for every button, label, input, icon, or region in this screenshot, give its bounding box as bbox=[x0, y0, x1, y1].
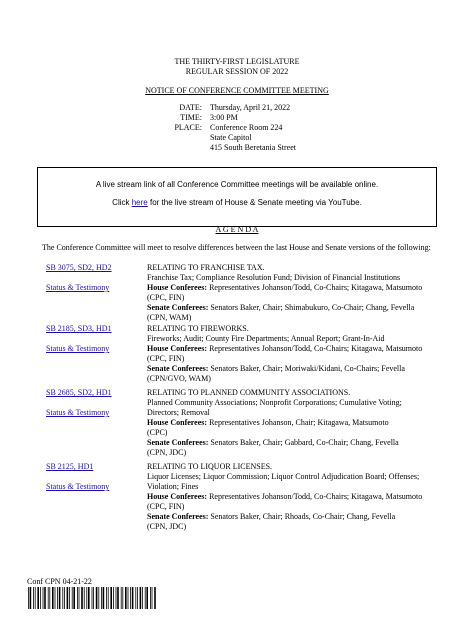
senate-committees: (CPN/GVO, WAM) bbox=[147, 374, 211, 383]
barcode-bar bbox=[35, 587, 36, 609]
bill-description: Fireworks; Audit; County Fire Departments; Annual Report; Grant-In-Aid bbox=[147, 334, 385, 343]
notice-title: NOTICE OF CONFERENCE COMMITTEE MEETING bbox=[145, 86, 329, 95]
barcode-bar bbox=[48, 587, 49, 609]
time-label: TIME: bbox=[180, 113, 202, 122]
barcode-bar bbox=[72, 587, 73, 609]
click-suffix: for the live stream of House & Senate meeting via YouTube. bbox=[147, 198, 362, 207]
senate-conferees bbox=[147, 512, 395, 522]
barcode-bar bbox=[130, 587, 131, 609]
bill-title: RELATING TO FIREWORKS. bbox=[147, 324, 249, 333]
barcode-bar bbox=[55, 587, 56, 609]
barcode-bar bbox=[113, 587, 114, 609]
house-committees: (CPC, FIN) bbox=[147, 354, 185, 363]
barcode-bar bbox=[101, 587, 102, 609]
barcode-bar bbox=[37, 587, 39, 609]
bill-description: Liquor Licenses; Liquor Commission; Liquor Control Adjudication Board; Offenses; bbox=[147, 472, 420, 481]
house-conferees-label: House Conferees: bbox=[147, 418, 208, 427]
senate-conferees-label: Senate Conferees: bbox=[147, 364, 209, 373]
senate-committees: (CPN, JDC) bbox=[147, 448, 187, 457]
bill-description: Directors; Removal bbox=[147, 408, 210, 417]
agenda-intro: The Conference Committee will meet to resolve differences between the last House and Senate versions of the following: bbox=[42, 243, 431, 252]
barcode-bar bbox=[98, 587, 99, 609]
barcode-bar bbox=[93, 587, 94, 609]
bill-description: Violation; Fines bbox=[147, 482, 199, 491]
barcode-bar bbox=[30, 587, 32, 609]
place-line-1: Conference Room 224 bbox=[210, 123, 283, 132]
bill-title: RELATING TO FRANCHISE TAX. bbox=[147, 263, 265, 272]
house-conferees bbox=[147, 418, 389, 428]
barcode-bar bbox=[146, 587, 148, 609]
barcode-bar bbox=[81, 587, 83, 609]
barcode-bar bbox=[52, 587, 54, 609]
senate-committees: (CPN, JDC) bbox=[147, 522, 187, 531]
barcode-bar bbox=[44, 587, 46, 609]
barcode-bar bbox=[137, 587, 138, 609]
barcode-bar bbox=[88, 587, 90, 609]
barcode-bar bbox=[135, 587, 136, 609]
barcode-bar bbox=[122, 587, 123, 609]
bill-title: RELATING TO PLANNED COMMUNITY ASSOCIATIONS. bbox=[147, 388, 351, 397]
barcode-bar bbox=[73, 587, 75, 609]
senate-conferees-label: Senate Conferees: bbox=[147, 512, 209, 521]
house-conferees-label: House Conferees: bbox=[147, 344, 208, 353]
barcode-bar bbox=[106, 587, 107, 609]
barcode-bar bbox=[43, 587, 44, 609]
senate-conferees bbox=[147, 364, 405, 374]
house-conferees bbox=[147, 283, 422, 293]
house-committees: (CPC, FIN) bbox=[147, 502, 185, 511]
barcode-bar bbox=[33, 587, 34, 609]
place-label: PLACE: bbox=[174, 123, 202, 132]
barcode-bar bbox=[64, 587, 65, 609]
barcode-bar bbox=[116, 587, 117, 609]
senate-committees: (CPN, WAM) bbox=[147, 313, 192, 322]
barcode-bar bbox=[132, 587, 134, 609]
bill-link[interactable]: SB 2185, SD3, HD1 bbox=[46, 324, 112, 333]
barcode-bar bbox=[103, 587, 105, 609]
barcode-bar bbox=[49, 587, 50, 609]
barcode-bar bbox=[117, 587, 119, 609]
barcode-bar bbox=[62, 587, 63, 609]
house-conferees-label: House Conferees: bbox=[147, 492, 208, 501]
barcode-bar bbox=[110, 587, 112, 609]
house-conferees bbox=[147, 492, 422, 502]
barcode-bar bbox=[152, 587, 153, 609]
barcode-bar bbox=[59, 587, 61, 609]
barcode-bar bbox=[145, 587, 146, 609]
barcode-bar bbox=[84, 587, 85, 609]
bill-title: RELATING TO LIQUOR LICENSES. bbox=[147, 462, 273, 471]
barcode-bar bbox=[28, 587, 29, 609]
date-value: Thursday, April 21, 2022 bbox=[210, 103, 291, 112]
barcode-bar bbox=[150, 587, 151, 609]
barcode-bar bbox=[108, 587, 109, 609]
barcode-bar bbox=[67, 587, 69, 609]
senate-conferees-label: Senate Conferees: bbox=[147, 438, 209, 447]
bill-link[interactable]: SB 3075, SD2, HD2 bbox=[46, 263, 112, 272]
bill-description: Franchise Tax; Compliance Resolution Fund; Division of Financial Institutions bbox=[147, 273, 401, 282]
barcode-bar bbox=[142, 587, 143, 609]
conf-reference: Conf CPN 04-21-22 bbox=[27, 577, 92, 586]
barcode-bar bbox=[140, 587, 142, 609]
barcode-bar bbox=[125, 587, 127, 609]
bill-link[interactable]: SB 2125, HD1 bbox=[46, 462, 94, 471]
house-conferees-names: Representatives Johanson/Todd, Co-Chairs; Kitagawa, Matsumoto bbox=[209, 283, 423, 292]
senate-conferees-names: Senators Baker, Chair; Gabbard, Co-Chair; Chang, Fevella bbox=[210, 438, 399, 447]
youtube-link[interactable]: here bbox=[131, 198, 148, 207]
house-conferees-names: Representatives Johanson/Todd, Co-Chairs; Kitagawa, Matsumoto bbox=[209, 492, 423, 501]
livestream-notice-box bbox=[37, 167, 437, 227]
house-conferees bbox=[147, 344, 422, 354]
barcode-bar bbox=[86, 587, 87, 609]
barcode-bar bbox=[96, 587, 98, 609]
senate-conferees bbox=[147, 438, 399, 448]
senate-conferees-names: Senators Baker, Chair; Shimabukuro, Co-Chair; Chang, Fevella bbox=[210, 303, 415, 312]
status-testimony-link[interactable]: Status & Testimony bbox=[46, 408, 110, 417]
barcode-bar bbox=[40, 587, 41, 609]
barcode-bar bbox=[92, 587, 93, 609]
senate-conferees-names: Senators Baker, Chair; Moriwaki/Kidani, Co-Chairs; Fevella bbox=[210, 364, 405, 373]
status-testimony-link[interactable]: Status & Testimony bbox=[46, 482, 110, 491]
place-line-3: 415 South Beretania Street bbox=[210, 143, 296, 152]
barcode-icon bbox=[27, 587, 157, 609]
status-testimony-link[interactable]: Status & Testimony bbox=[46, 283, 110, 292]
barcode-bar bbox=[154, 587, 156, 609]
bill-link[interactable]: SB 2685, SD2, HD1 bbox=[46, 388, 112, 397]
senate-conferees-label: Senate Conferees: bbox=[147, 303, 209, 312]
barcode-bar bbox=[79, 587, 80, 609]
senate-conferees-names: Senators Baker, Chair; Rhoads, Co-Chair; Chang, Fevella bbox=[210, 512, 396, 521]
status-testimony-link[interactable]: Status & Testimony bbox=[46, 344, 110, 353]
agenda-title: A G E N D A bbox=[215, 225, 259, 234]
livestream-click-line bbox=[38, 198, 436, 207]
time-value: 3:00 PM bbox=[210, 113, 238, 122]
house-committees: (CPC) bbox=[147, 428, 168, 437]
bill-description: Planned Community Associations; Nonprofit Corporations; Cumulative Voting; bbox=[147, 398, 402, 407]
house-conferees-names: Representatives Johanson, Chair; Kitagawa, Matsumoto bbox=[209, 418, 389, 427]
house-conferees-names: Representatives Johanson/Todd, Co-Chairs; Kitagawa, Matsumoto bbox=[209, 344, 423, 353]
session-title: REGULAR SESSION OF 2022 bbox=[185, 67, 289, 76]
legislature-title: THE THIRTY-FIRST LEGISLATURE bbox=[174, 57, 300, 66]
place-line-2: State Capitol bbox=[210, 133, 252, 142]
barcode-bar bbox=[57, 587, 58, 609]
barcode-bar bbox=[69, 587, 70, 609]
livestream-notice-text: A live stream link of all Conference Committee meetings will be available online. bbox=[95, 180, 379, 189]
click-prefix: Click bbox=[112, 198, 132, 207]
house-conferees-label: House Conferees: bbox=[147, 283, 208, 292]
barcode-bar bbox=[128, 587, 129, 609]
date-label: DATE: bbox=[179, 103, 202, 112]
barcode-bar bbox=[121, 587, 122, 609]
senate-conferees bbox=[147, 303, 414, 313]
house-committees: (CPC, FIN) bbox=[147, 293, 185, 302]
barcode-bar bbox=[77, 587, 78, 609]
